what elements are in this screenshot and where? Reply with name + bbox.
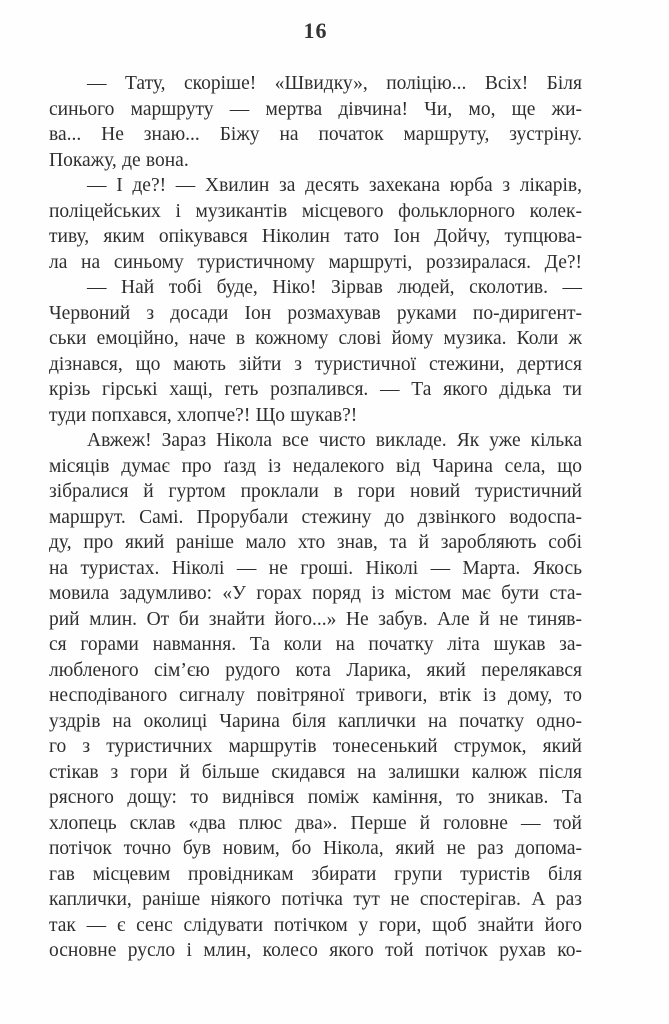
text-line: — І де?! — Хвилин за десять захекана юрба з лікарів,	[87, 175, 582, 196]
text-line: — Най тобі буде, Ніко! Зірвав людей, сколотив. —	[87, 277, 582, 298]
text-line: стікав з гори й більше скидався на залишки калюж після	[49, 761, 582, 783]
text-line: го з туристичних маршрутів тонесенький струмок, який	[49, 736, 582, 757]
text-line: ду, про який раніше мало хто знав, та й заробляють собі	[49, 532, 582, 553]
text-line: місяців думає про ґазд із недалекого від Чарина села, що	[49, 455, 582, 477]
page-number: 16	[303, 18, 328, 43]
text-line: ла на синьому туристичному маршруті, роззиралася. Де?!	[49, 251, 582, 273]
text-line: каплички, раніше ніякого потічка тут не спостерігав. А раз	[49, 889, 582, 910]
text-line: хлопець склав «два плюс два». Перше й головне — той	[49, 812, 582, 834]
text-line: — Тату, скоріше! «Швидку», поліцію... Всіх! Біля	[87, 73, 582, 94]
text-line: поліцейських і музикантів місцевого фольклорного колек-	[49, 200, 582, 222]
text-line: туди попхався, хлопче?! Що шукав?!	[49, 404, 358, 426]
text-line: рясного дощу: то виднівся поміж каміння, то зникав. Та	[49, 787, 582, 808]
text-line: рий млин. От би знайти його...» Не забув. Але й не тиняв-	[49, 608, 582, 630]
text-line: мовила задумливо: «У горах поряд із містом має бути ста-	[49, 583, 582, 604]
text-line: зібралися й гуртом проклали в гори новий туристичний	[49, 481, 582, 502]
page-text	[49, 71, 582, 964]
text-line: несподіваного сигналу повітряної тривоги, втік із дому, то	[49, 685, 582, 706]
text-line: Авжеж! Зараз Нікола все чисто викладе. Як уже кілька	[87, 430, 582, 451]
text-line: тиву, яким опікувався Ніколин тато Іон Дойчу, тупцюва-	[49, 226, 582, 247]
text-line: Червоний з досади Іон розмахував руками по-диригент-	[49, 302, 582, 324]
text-line: на туристах. Ніколі — не гроші. Ніколі — Марта. Якось	[49, 557, 582, 579]
text-line: так — є сенс слідувати потічком у гори, щоб знайти його	[49, 914, 582, 936]
text-line: синього маршруту — мертва дівчина! Чи, мо, ще жи-	[49, 98, 582, 120]
text-line: основне русло і млин, колесо якого той потічок рухав ко-	[49, 940, 582, 961]
text-line: гав місцевим провідникам збирати групи туристів біля	[49, 863, 582, 885]
text-line: ськи емоційно, наче в кожному слові йому музика. Коли ж	[49, 328, 582, 349]
text-line: уздрів на околиці Чарина біля каплички на початку одно-	[49, 710, 582, 732]
text-line: дізнався, що мають зійти з туристичної стежини, дертися	[49, 353, 582, 375]
text-line: маршрут. Самі. Прорубали стежину до дзвінкого водоспа-	[49, 506, 582, 528]
text-line: ся горами навмання. Та коли на початку літа шукав за-	[49, 634, 582, 655]
text-line: крізь гірські хащі, геть розпалився. — Та якого дідька ти	[49, 379, 582, 400]
text-line: любленого сім’єю рудого кота Ларика, який перелякався	[49, 659, 582, 681]
text-line: потічок точно був новим, бо Нікола, який не раз допома-	[49, 838, 582, 859]
text-line: Покажу, де вона.	[49, 149, 189, 171]
text-line: ва... Не знаю... Біжу на початок маршруту, зустріну.	[49, 124, 582, 145]
